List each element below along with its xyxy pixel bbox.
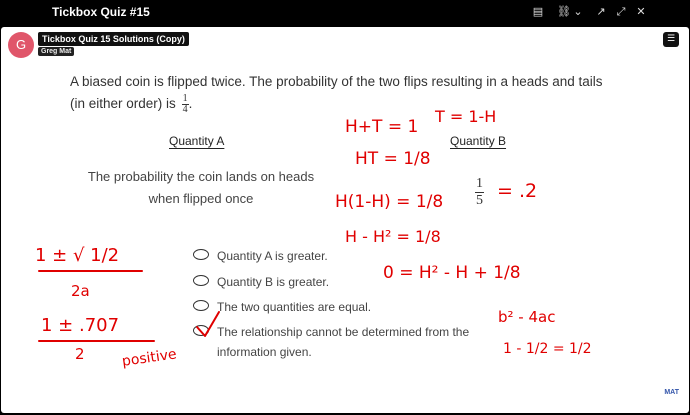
question-fraction-den: 4 <box>182 103 188 115</box>
quantity-b-num: 1 <box>476 176 483 191</box>
expand-icon[interactable]: ⤢ <box>616 5 626 18</box>
window-titlebar <box>0 0 690 26</box>
annotation-quadratic: 1 ± √ 1/2 <box>35 245 120 266</box>
annotation-ht-eq: HT = 1/8 <box>355 149 431 169</box>
annotation-calc: 1 - 1/2 = 1/2 <box>503 341 592 357</box>
radio-button[interactable] <box>193 300 209 311</box>
option-b-label: Quantity B is greater. <box>217 275 330 289</box>
annotation-positive: positive <box>121 346 178 370</box>
question-fraction <box>182 94 189 115</box>
question-fraction-num: 1 <box>182 92 188 104</box>
window-title: Tickbox Quiz #15 <box>52 5 150 19</box>
option-a-label: Quantity A is greater. <box>217 249 328 263</box>
video-frame[interactable] <box>1 27 689 413</box>
annotation-approx: 1 ± .707 <box>41 315 120 336</box>
open-external-icon[interactable]: ↗ <box>596 5 606 18</box>
notes-icon[interactable]: ▤ <box>532 5 544 18</box>
link-icon[interactable]: ⛓ <box>557 5 571 18</box>
annotation-discriminant: b² - 4ac <box>498 308 556 326</box>
option-c-label: The two quantities are equal. <box>217 300 372 314</box>
quantity-b-den: 5 <box>476 193 483 208</box>
video-author[interactable]: Greg Mat <box>38 47 74 56</box>
chevron-down-icon[interactable]: ⌄ <box>573 5 583 18</box>
radio-button[interactable] <box>193 275 209 286</box>
close-icon[interactable]: ✕ <box>636 5 646 18</box>
annotation-2a: 2a <box>71 282 90 300</box>
brand-logo <box>664 389 679 396</box>
question-body: A biased coin is flipped twice. The probability of the two flips resulting in a heads and tails (in either order) is <box>70 74 603 111</box>
video-title[interactable]: Tickbox Quiz 15 Solutions (Copy) <box>38 32 189 46</box>
annotation-hh2: H - H² = 1/8 <box>345 227 441 246</box>
question-period: . <box>188 96 193 111</box>
logo-text: MAT <box>664 389 679 396</box>
option-d-label: The relationship cannot be determined from the information given. <box>217 325 470 359</box>
annotation-h1h: H(1-H) = 1/8 <box>335 192 444 212</box>
annotation-2: 2 <box>75 345 85 363</box>
quantity-a-text: The probability the coin lands on heads when flipped once <box>87 169 315 206</box>
question-text <box>70 71 610 115</box>
annotation-eq-point2: = .2 <box>497 180 538 202</box>
avatar[interactable]: G <box>8 32 34 58</box>
quantity-a-label: Quantity A <box>169 134 225 148</box>
annotation-t-eq: T = 1-H <box>435 107 497 126</box>
quantity-b-fraction <box>475 176 484 209</box>
radio-button[interactable] <box>193 325 209 336</box>
quantity-b-label: Quantity B <box>450 134 507 148</box>
annotation-zero-eq: 0 = H² - H + 1/8 <box>383 263 521 283</box>
settings-icon[interactable]: ☰ <box>663 32 679 47</box>
annotation-h-plus-t: H+T = 1 <box>345 117 419 137</box>
radio-button[interactable] <box>193 249 209 260</box>
